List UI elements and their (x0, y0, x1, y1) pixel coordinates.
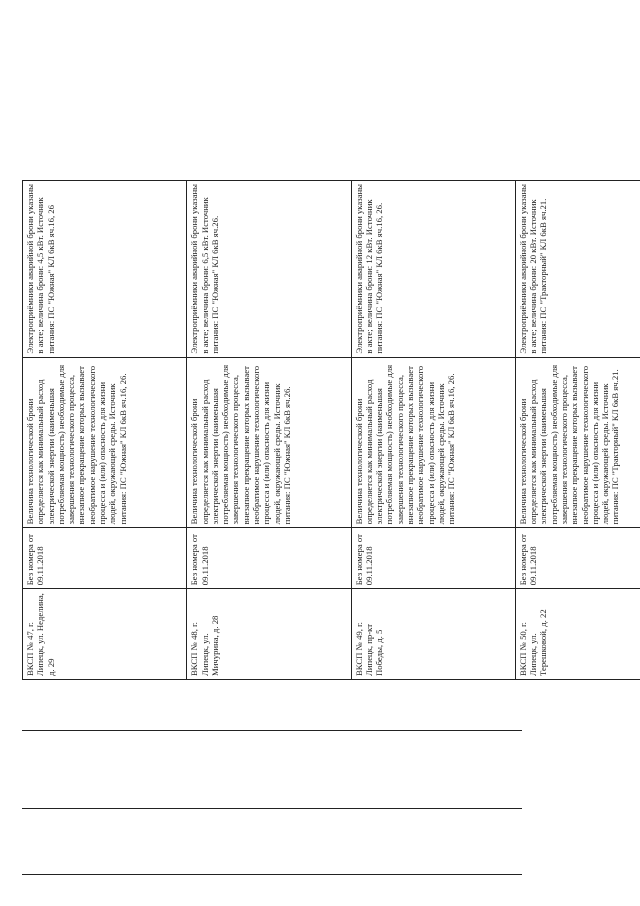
cell-number: Без номера от 09.11.2018 (23, 528, 187, 589)
cell-emergency-reserve: Электроприёмники аварийной брони указаны в акте; величина брони: 4,5 кВт. Источник питания: ПС "Южная" КЛ 6кВ яч.16, 26 (23, 181, 187, 358)
cell-number: Без номера от 09.11.2018 (515, 528, 640, 589)
cell-object: ВКСП № 47, г. Липецк, ул. Неделина, д. 29 (23, 589, 187, 680)
table-row (351, 181, 515, 680)
cell-object: ВКСП № 48, г. Липецк, ул. Мичурина, д. 28 (187, 589, 351, 680)
cell-emergency-reserve: Электроприёмники аварийной брони указаны в акте; величина брони: 6,5 кВт. Источник питания: ПС "Южная" КЛ 6кВ яч.26. (187, 181, 351, 358)
cell-tech-reserve: Величина технологической брони определяется как минимальный расход электрической энергии (наименьшая потребляемая мощность) необходимые для завершения технологического процесса, внезапное прекращение которых вызывает необратимое нарушение технологического процесса и (или) опасность для жизни людей, окружающей среды. Источник питания: ПС "Тракторный" КЛ 6кВ яч.21. (515, 357, 640, 528)
divider-line (22, 730, 522, 731)
divider-line (22, 874, 522, 875)
backup-power-table (22, 180, 640, 680)
cell-object: ВКСП № 49, г. Липецк, пр-кт Победы, д. 5 (351, 589, 515, 680)
table-row (187, 181, 351, 680)
cell-number: Без номера от 09.11.2018 (351, 528, 515, 589)
cell-tech-reserve: Величина технологической брони определяется как минимальный расход электрической энергии (наименьшая потребляемая мощность) необходимые для завершения технологического процесса, внезапное прекращение которых вызывает необратимое нарушение технологического процесса и (или) опасность для жизни людей, окружающей среды. Источник питания: ПС "Южная" КЛ 6кВ яч.26. (187, 357, 351, 528)
rotated-table-wrapper (22, 180, 640, 680)
cell-tech-reserve: Величина технологической брони определяется как минимальный расход электрической энергии (наименьшая потребляемая мощность) необходимые для завершения технологического процесса, внезапное прекращение которых вызывает необратимое нарушение технологического процесса и (или) опасность для жизни людей, окружающей среды. Источник питания: ПС "Южная" КЛ 6кВ яч.16, 26. (351, 357, 515, 528)
table-row (23, 181, 187, 680)
cell-emergency-reserve: Электроприёмники аварийной брони указаны в акте; величина брони: 12 кВт. Источник питания: ПС "Южная" КЛ 6кВ яч.16, 26. (351, 181, 515, 358)
divider-line (22, 808, 522, 809)
table-row (515, 181, 640, 680)
cell-object: ВКСП № 50, г. Липецк, ул. Терешковой, д. 22 (515, 589, 640, 680)
cell-tech-reserve: Величина технологической брони определяется как минимальный расход электрической энергии (наименьшая потребляемая мощность) необходимые для завершения технологического процесса, внезапное прекращение которых вызывает необратимое нарушение технологического процесса и (или) опасность для жизни людей, окружающей среды. Источник питания: ПС "Южная" КЛ 6кВ яч.16, 26. (23, 357, 187, 528)
cell-emergency-reserve: Электроприёмники аварийной брони указаны в акте; величина брони: 20 кВт. Источник питания: ПС "Тракторный" КЛ 6кВ яч.21. (515, 181, 640, 358)
cell-number: Без номера от 09.11.2018 (187, 528, 351, 589)
